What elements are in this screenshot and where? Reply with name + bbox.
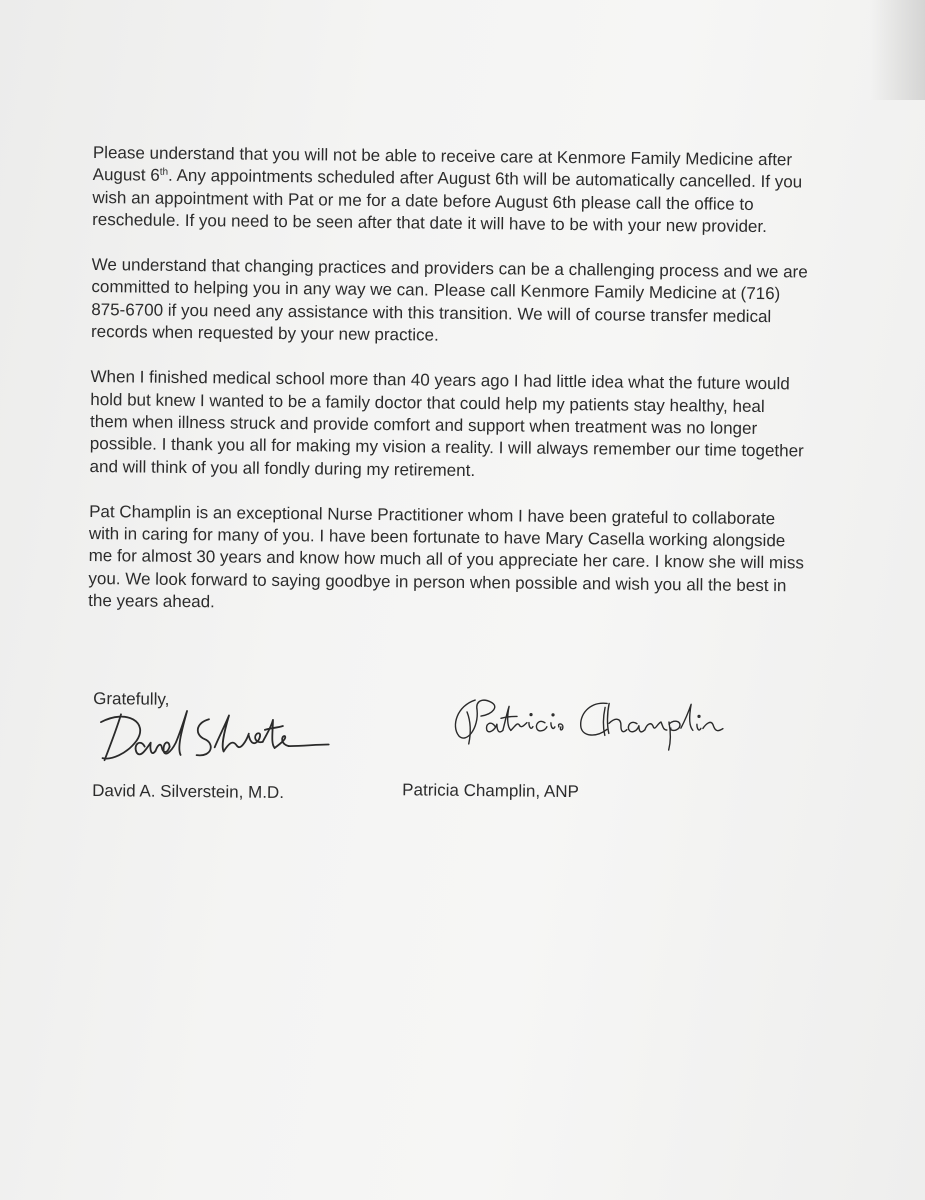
line-text-continued: . Any appointments scheduled after August 6th will be automatically cancelled. If you	[168, 166, 803, 192]
line-text: Pat Champlin is an exceptional Nurse Practitioner whom I have been grateful to collaborate	[89, 501, 776, 529]
line-text: possible. I thank you all for making my vision a reality. I will always remember our time together	[89, 434, 804, 461]
line-text: them when illness struck and provide comfort and support when treatment was no longer	[89, 411, 758, 438]
line-text: When I finished medical school more than 40 years ago I had little idea what the future would	[90, 367, 790, 394]
ordinal-suffix: th	[159, 166, 169, 179]
line-text: We understand that changing practices and providers can be a challenging process and we are	[91, 255, 808, 282]
letter-paragraph	[92, 142, 893, 240]
closing-text: Gratefully,	[93, 689, 170, 709]
letter-paragraphs	[88, 142, 893, 621]
line-text: the years ahead.	[88, 591, 215, 612]
signatory-name-patricia: Patricia Champlin, ANP	[402, 780, 580, 802]
letter-paragraph	[91, 254, 892, 352]
line-text: reschedule. If you need to be seen after that date it will have to be with your new provider.	[92, 209, 768, 236]
line-text: committed to helping you in any way we can. Please call Kenmore Family Medicine at (716)	[91, 277, 781, 304]
line-text: August 6	[92, 165, 160, 185]
signature-patricia-champlin	[449, 692, 790, 754]
line-text: me for almost 30 years and know how much all of you appreciate her care. I know she will miss	[88, 546, 804, 573]
line-text: Please understand that you will not be able to receive care at Kenmore Family Medicine after	[92, 142, 793, 170]
line-text: records when requested by your new practice.	[90, 322, 439, 345]
signatory-name-david: David A. Silverstein, M.D.	[92, 781, 285, 803]
line-text: you. We look forward to saying goodbye in person when possible and wish you all the best in	[88, 568, 787, 596]
paper-shadow	[870, 0, 925, 100]
letter-paragraph	[88, 501, 889, 621]
letter-paragraph	[89, 366, 890, 486]
signature-david-silverstein	[96, 704, 337, 769]
line-text: hold but knew I wanted to be a family doctor that could help my patients stay healthy, heal	[90, 389, 765, 416]
line-text: wish an appointment with Pat or me for a date before August 6th please call the office to	[92, 187, 754, 214]
letter-body	[88, 142, 893, 803]
line-text: 875-6700 if you need any assistance with this transition. We will of course transfer medical	[91, 299, 772, 326]
line-text: and will think of you all fondly during my retirement.	[89, 456, 476, 480]
line-text: with in caring for many of you. I have been fortunate to have Mary Casella working alongside	[88, 524, 786, 551]
